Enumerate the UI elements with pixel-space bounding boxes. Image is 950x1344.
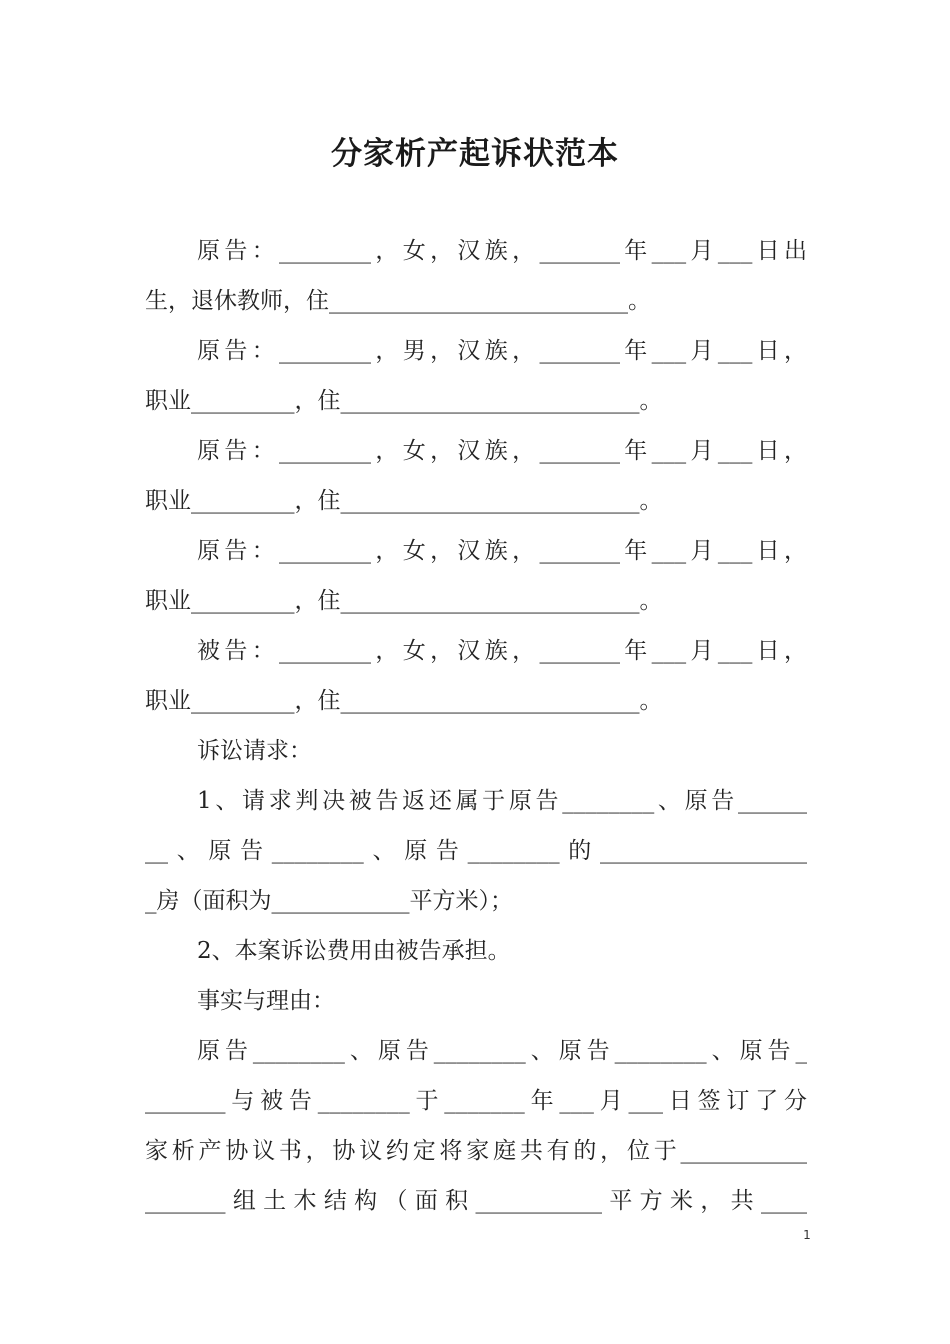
section-heading: 事实与理由： — [197, 988, 335, 1014]
paragraph-line: 原告：________，女，汉族，_______年___月___日出 — [197, 238, 807, 264]
paragraph-line: 职业_________，住__________________________。 — [145, 588, 663, 614]
paragraph-line: __、原告________、原告________的__________________ — [145, 838, 807, 864]
paragraph-line: 原告：________，女，汉族，_______年___月___日， — [197, 538, 807, 564]
paragraph-line: _______与被告________于_______年___月___日签订了分 — [145, 1088, 807, 1114]
paragraph-line: 原告：________，男，汉族，_______年___月___日， — [197, 338, 807, 364]
paragraph-line: 被告：________，女，汉族，_______年___月___日， — [197, 638, 807, 664]
paragraph-line: 原告：________，女，汉族，_______年___月___日， — [197, 438, 807, 464]
document-body — [145, 226, 807, 1226]
paragraph-line: 家析产协议书，协议约定将家庭共有的，位于___________ — [145, 1138, 807, 1164]
paragraph-line: _房（面积为____________平方米）； — [145, 888, 513, 914]
paragraph-line: 1、请求判决被告返还属于原告________、原告______ — [197, 788, 807, 814]
paragraph-line: _______组土木结构（面积___________平方米，共____ — [145, 1188, 807, 1214]
page-number: 1 — [803, 1228, 811, 1242]
document-title: 分家析产起诉状范本 — [331, 136, 619, 172]
paragraph-line: 职业_________，住__________________________。 — [145, 488, 663, 514]
paragraph-line: 原告________、原告________、原告________、原告_ — [197, 1038, 807, 1064]
paragraph-line: 职业_________，住__________________________。 — [145, 688, 663, 714]
section-heading: 诉讼请求： — [197, 738, 312, 764]
paragraph-line: 2、本案诉讼费用由被告承担。 — [197, 938, 511, 964]
paragraph-line: 职业_________，住__________________________。 — [145, 388, 663, 414]
paragraph-line: 生，退休教师，住__________________________。 — [145, 288, 651, 314]
